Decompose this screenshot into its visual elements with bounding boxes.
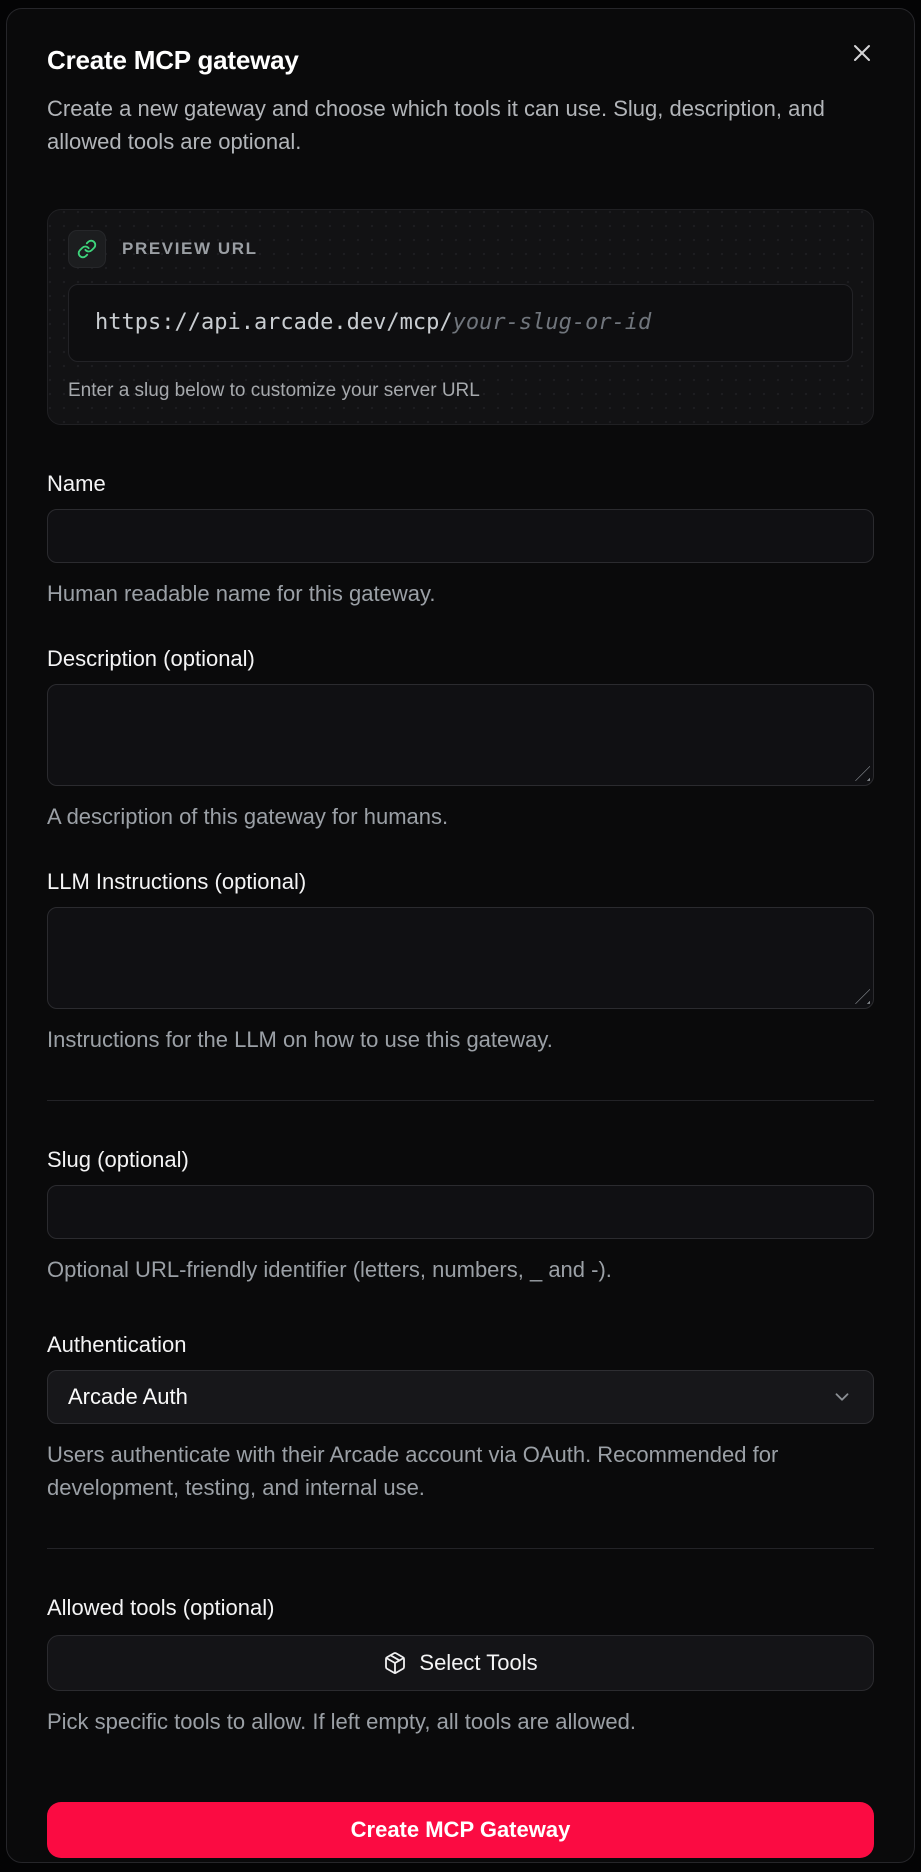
description-label: Description (optional)	[47, 645, 255, 671]
llm-instructions-helper: Instructions for the LLM on how to use this gateway.	[47, 1026, 553, 1052]
authentication-helper: Users authenticate with their Arcade account via OAuth. Recommended for development, testing, and internal use.	[47, 1441, 779, 1500]
dialog-title: Create MCP gateway	[47, 45, 299, 75]
preview-url-card	[47, 209, 874, 425]
section-divider	[47, 1548, 874, 1549]
slug-label: Slug (optional)	[47, 1146, 189, 1172]
slug-field-group	[47, 1147, 874, 1286]
close-button[interactable]	[844, 35, 880, 71]
chevron-down-icon	[831, 1386, 853, 1408]
preview-url-value	[68, 284, 853, 362]
preview-url-header	[68, 230, 853, 268]
x-icon	[850, 41, 874, 65]
allowed-tools-helper: Pick specific tools to allow. If left empty, all tools are allowed.	[47, 1708, 636, 1734]
allowed-tools-label: Allowed tools (optional)	[47, 1594, 275, 1620]
name-field-group	[47, 471, 874, 610]
package-icon	[383, 1651, 407, 1675]
authentication-field-group	[47, 1332, 874, 1504]
select-tools-button-label: Select Tools	[419, 1649, 538, 1675]
llm-instructions-field-group	[47, 869, 874, 1056]
url-base-text: https://api.arcade.dev/mcp/	[95, 310, 453, 336]
create-mcp-gateway-dialog	[6, 8, 915, 1863]
description-field-group	[47, 646, 874, 833]
slug-helper: Optional URL-friendly identifier (letters, numbers, _ and -).	[47, 1256, 612, 1282]
select-tools-button[interactable]	[47, 1635, 874, 1691]
llm-instructions-textarea[interactable]	[47, 907, 874, 1009]
llm-instructions-label: LLM Instructions (optional)	[47, 868, 307, 894]
authentication-label: Authentication	[47, 1331, 187, 1357]
link-icon	[68, 230, 106, 268]
description-textarea[interactable]	[47, 684, 874, 786]
create-mcp-gateway-button[interactable]: Create MCP Gateway	[47, 1802, 874, 1858]
allowed-tools-field-group	[47, 1595, 874, 1738]
preview-url-helper: Enter a slug below to customize your server URL	[68, 379, 480, 401]
name-input[interactable]	[47, 509, 874, 563]
authentication-selected-value: Arcade Auth	[68, 1383, 188, 1409]
url-slug-placeholder: your-slug-or-id	[452, 310, 652, 336]
authentication-select[interactable]	[47, 1370, 874, 1424]
section-divider	[47, 1100, 874, 1101]
description-helper: A description of this gateway for humans.	[47, 803, 449, 829]
preview-url-label: PREVIEW URL	[122, 238, 258, 258]
name-helper: Human readable name for this gateway.	[47, 580, 436, 606]
dialog-description: Create a new gateway and choose which tools it can use. Slug, description, and allowed tools are optional.	[47, 96, 825, 155]
slug-input[interactable]	[47, 1185, 874, 1239]
name-label: Name	[47, 470, 106, 496]
